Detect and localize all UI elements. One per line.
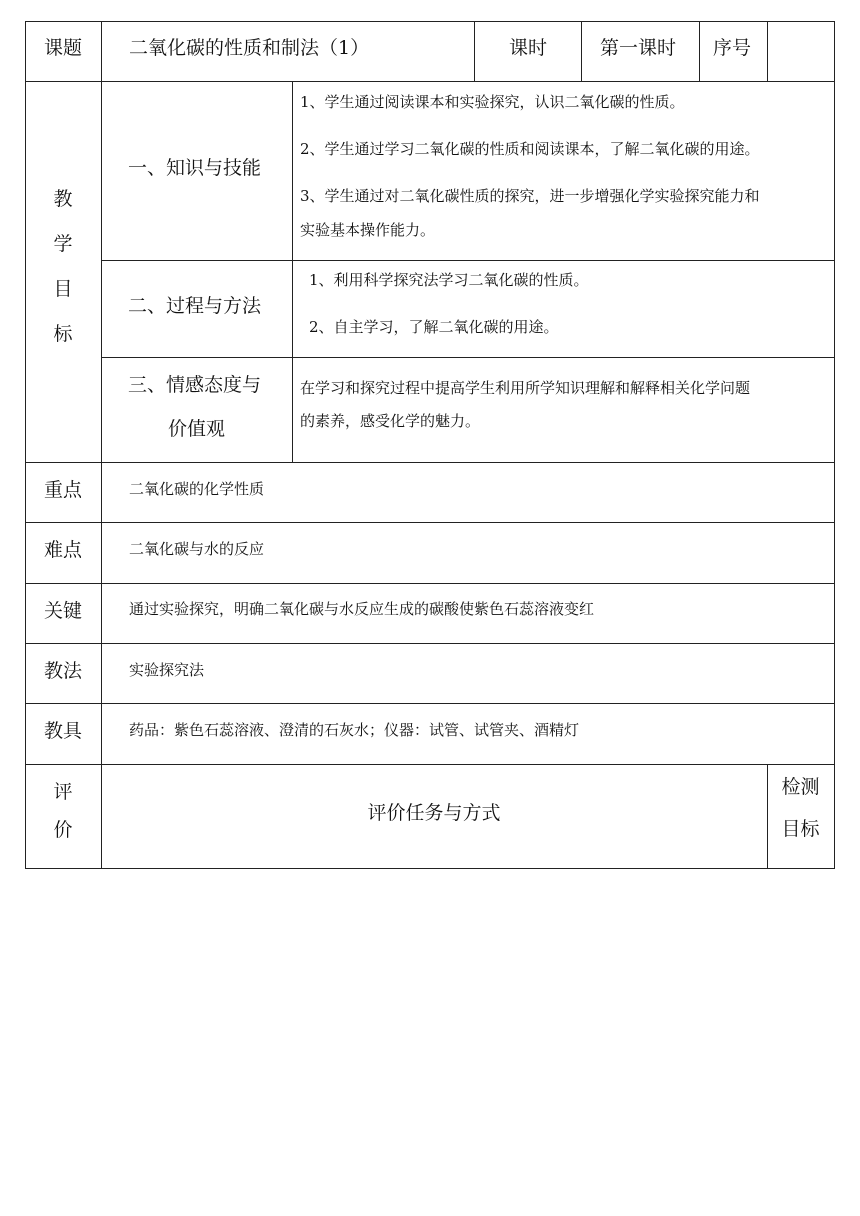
table-border bbox=[25, 583, 835, 584]
period-label: 课时 bbox=[509, 37, 548, 59]
evaluation-target-line: 检测 bbox=[781, 776, 820, 798]
knowledge-label: 一、知识与技能 bbox=[128, 157, 262, 179]
knowledge-line: 实验基本操作能力。 bbox=[300, 221, 436, 239]
attitude-line: 的素养，感受化学的魅力。 bbox=[300, 412, 481, 430]
table-border bbox=[25, 643, 835, 644]
period-value: 第一课时 bbox=[600, 37, 677, 59]
knowledge-line: 2、学生通过学习二氧化碳的性质和阅读课本，了解二氧化碳的用途。 bbox=[300, 140, 760, 158]
table-border bbox=[101, 21, 102, 869]
row-value-key-point: 二氧化碳的化学性质 bbox=[129, 480, 265, 498]
knowledge-line: 1、学生通过阅读课本和实验探究，认识二氧化碳的性质。 bbox=[300, 93, 685, 111]
process-label: 二、过程与方法 bbox=[128, 295, 262, 317]
process-line: 2、自主学习，了解二氧化碳的用途。 bbox=[309, 318, 559, 336]
evaluation-label bbox=[25, 777, 101, 845]
objectives-label-char: 学 bbox=[53, 233, 73, 255]
row-label-key: 关键 bbox=[44, 600, 83, 622]
table-border bbox=[101, 357, 835, 358]
table-border bbox=[292, 81, 293, 463]
table-border bbox=[834, 21, 835, 869]
attitude-label-line1: 三、情感态度与 bbox=[128, 374, 262, 396]
evaluation-target-label bbox=[767, 772, 834, 844]
table-border bbox=[101, 260, 835, 261]
table-border bbox=[581, 21, 582, 82]
attitude-line: 在学习和探究过程中提高学生利用所学知识理解和解释相关化学问题 bbox=[300, 379, 751, 397]
table-border bbox=[25, 522, 835, 523]
table-border bbox=[767, 21, 768, 82]
table-border bbox=[25, 462, 835, 463]
seq-label: 序号 bbox=[713, 37, 752, 59]
table-border bbox=[25, 21, 26, 869]
row-label-tools: 教具 bbox=[44, 720, 83, 742]
row-value-tools: 药品：紫色石蕊溶液、澄清的石灰水；仪器：试管、试管夹、酒精灯 bbox=[129, 721, 580, 739]
objectives-label bbox=[25, 183, 101, 350]
objectives-label-char: 标 bbox=[53, 323, 73, 345]
row-value-method: 实验探究法 bbox=[129, 661, 205, 679]
table-border bbox=[699, 21, 700, 82]
evaluation-label-char: 价 bbox=[53, 819, 73, 841]
attitude-label-line2: 价值观 bbox=[168, 418, 226, 440]
row-value-difficulty: 二氧化碳与水的反应 bbox=[129, 540, 265, 558]
evaluation-task-header: 评价任务与方式 bbox=[367, 802, 501, 824]
objectives-label-char: 目 bbox=[53, 278, 73, 300]
evaluation-target-line: 目标 bbox=[781, 818, 820, 840]
row-label-key-point: 重点 bbox=[44, 479, 83, 501]
row-label-method: 教法 bbox=[44, 660, 83, 682]
knowledge-line: 3、学生通过对二氧化碳性质的探究，进一步增强化学实验探究能力和 bbox=[300, 187, 760, 205]
table-border bbox=[25, 764, 835, 765]
process-line: 1、利用科学探究法学习二氧化碳的性质。 bbox=[309, 271, 589, 289]
table-border bbox=[25, 703, 835, 704]
table-border bbox=[25, 21, 835, 22]
table-border bbox=[25, 81, 835, 82]
table-border bbox=[474, 21, 475, 82]
row-label-difficulty: 难点 bbox=[44, 539, 83, 561]
topic-label: 课题 bbox=[44, 37, 83, 59]
objectives-label-char: 教 bbox=[53, 188, 73, 210]
row-value-key: 通过实验探究，明确二氧化碳与水反应生成的碳酸使紫色石蕊溶液变红 bbox=[129, 600, 595, 618]
table-border bbox=[25, 868, 835, 869]
evaluation-label-char: 评 bbox=[53, 781, 73, 803]
topic-value: 二氧化碳的性质和制法（1） bbox=[129, 37, 370, 59]
